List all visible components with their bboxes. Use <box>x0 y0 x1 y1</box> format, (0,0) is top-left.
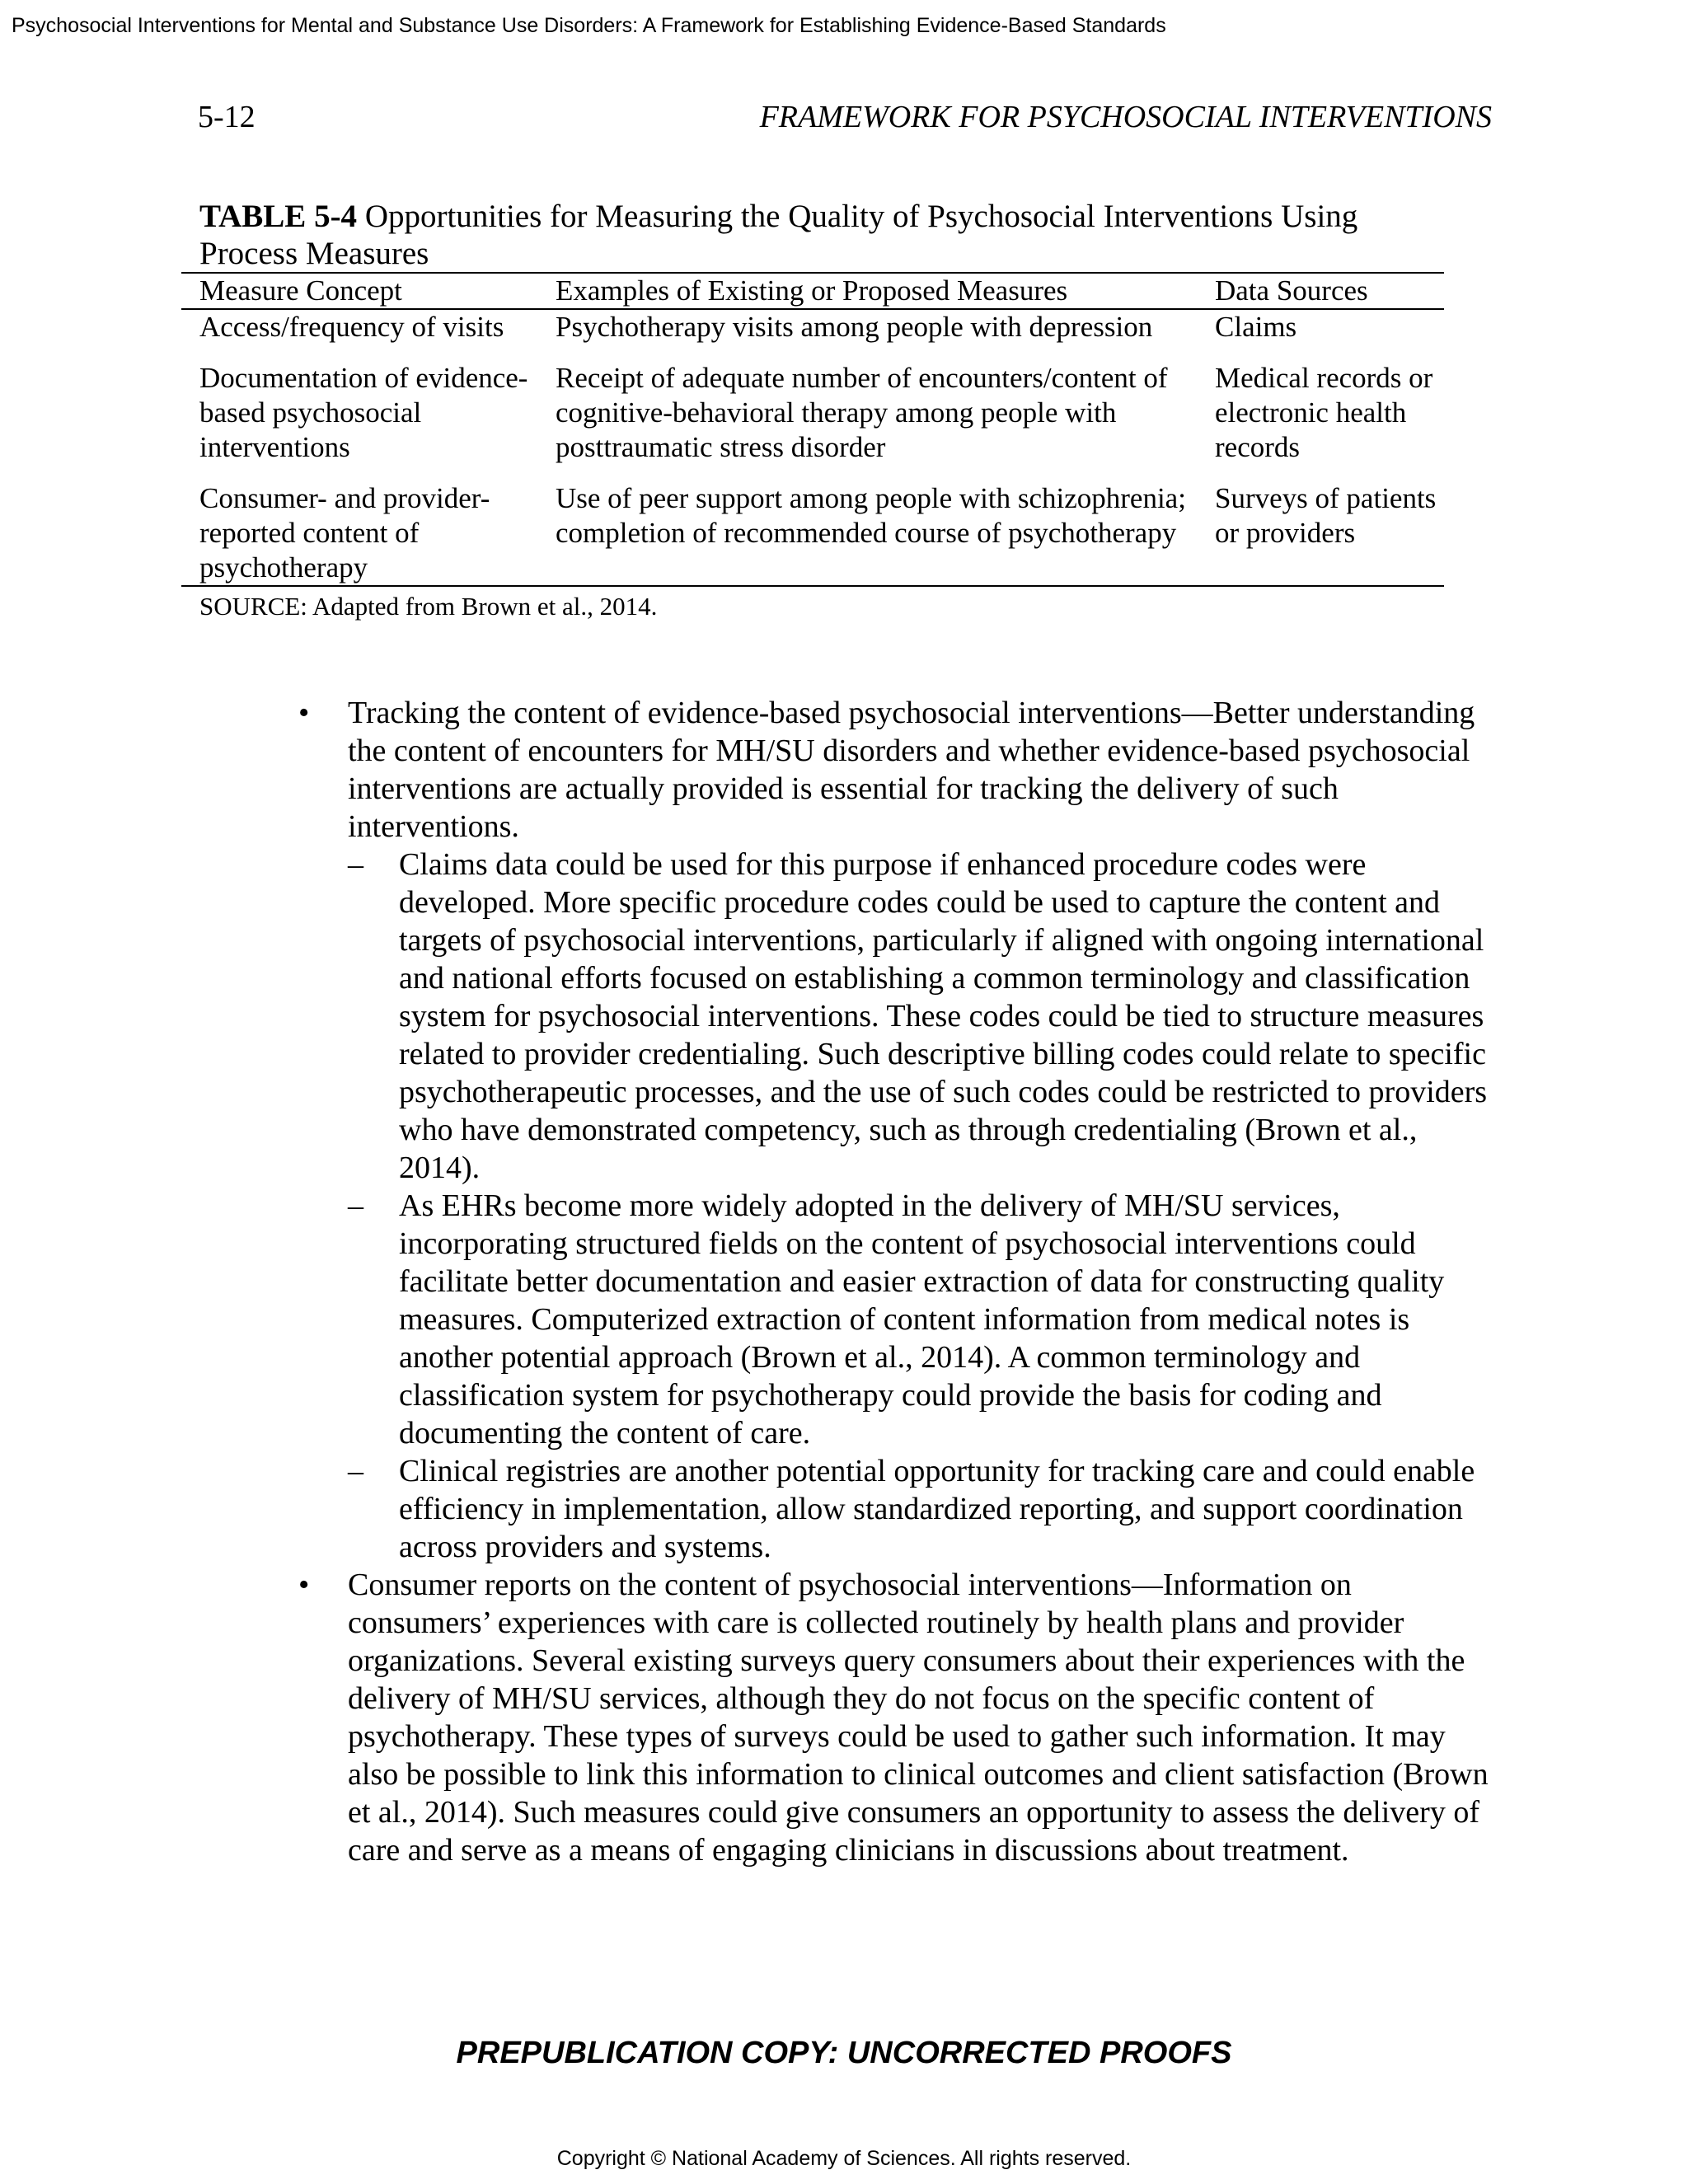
table-row <box>181 309 1444 361</box>
dash-symbol: – <box>348 1454 363 1488</box>
bullet-text: Consumer reports on the content of psychosocial interventions—Information on consumers’ experiences with care is collected routinely by health plans and provider organizations. Several existing surveys query consumers about their experiences with the delivery of MH/SU services, although they do not focus on the specific content of psychotherapy. These types of surveys could be used to gather such information. It may also be possible to link this information to clinical outcomes and client satisfaction (Brown et al., 2014). Such measures could give consumers an opportunity to assess the delivery of care and serve as a means of engaging clinicians in discussions about treatment. <box>348 1568 1489 1868</box>
bullet-text: Tracking the content of evidence-based psychosocial interventions—Better understanding the content of encounters for MH/SU disorders and whether evidence-based psychosocial interventions are actually provided is essential for tracking the delivery of such interventions. <box>348 696 1475 844</box>
prepublication-notice: PREPUBLICATION COPY: UNCORRECTED PROOFS <box>456 2036 1232 2070</box>
cell-sources: Surveys of patients or providers <box>1197 481 1444 586</box>
header-measure-concept: Measure Concept <box>181 273 537 309</box>
sub-bullet-text: Claims data could be used for this purpose if enhanced procedure codes were developed. More specific procedure codes could be used to capture the content and targets of psychosocial interventions, particularly if aligned with ongoing international and national efforts focused on establishing a common terminology and classification system for psychosocial interventions. These codes could be tied to structure measures related to provider credentialing. Such descriptive billing codes could relate to specific psychotherapeutic processes, and the use of such codes could be restricted to providers who have demonstrated competency, such as through credentialing (Brown et al., 2014). <box>399 847 1488 1185</box>
sub-bullet-item <box>348 846 1500 1187</box>
dash-symbol: – <box>348 847 363 882</box>
cell-sources: Claims <box>1215 311 1297 343</box>
bullet-item <box>288 1566 1500 1869</box>
cell-concept: Consumer- and provider-reported content of psychotherapy <box>181 481 537 586</box>
cell-examples: Use of peer support among people with schizophrenia; completion of recommended course of psychotherapy <box>537 481 1197 586</box>
copyright-notice: Copyright © National Academy of Sciences. All rights reserved. <box>556 2147 1132 2170</box>
bullet-list <box>288 694 1500 1869</box>
cell-concept: Documentation of evidence-based psychosocial interventions <box>199 362 528 463</box>
sub-bullet-item <box>348 1187 1500 1452</box>
header-data-sources: Data Sources <box>1197 273 1444 309</box>
bullet-item <box>288 694 1500 1566</box>
cell-concept: Access/frequency of visits <box>199 311 504 343</box>
table-caption-text: Opportunities for Measuring the Quality of Psychosocial Interventions Using Process Measures <box>199 199 1358 271</box>
document-banner: Psychosocial Interventions for Mental and Substance Use Disorders: A Framework for Establishing Evidence-Based Standards <box>12 14 1166 37</box>
sub-bullet-text: As EHRs become more widely adopted in the delivery of MH/SU services, incorporating structured fields on the content of psychosocial interventions could facilitate better documentation and easier extraction of data for constructing quality measures. Computerized extraction of content information from medical notes is another potential approach (Brown et al., 2014). A common terminology and classification system for psychotherapy could provide the basis for coding and documenting the content of care. <box>399 1188 1445 1451</box>
running-title: FRAMEWORK FOR PSYCHOSOCIAL INTERVENTIONS <box>759 100 1492 134</box>
sub-bullet-list <box>348 846 1500 1566</box>
table-row <box>181 481 1444 586</box>
cell-examples: Psychotherapy visits among people with depression <box>556 311 1153 343</box>
bullet-symbol: • <box>298 696 310 730</box>
table-caption <box>199 198 1452 272</box>
header-examples: Examples of Existing or Proposed Measures <box>537 273 1197 309</box>
sub-bullet-item <box>348 1452 1500 1566</box>
bullet-symbol: • <box>298 1568 310 1602</box>
table-row <box>181 361 1444 481</box>
sub-bullet-text: Clinical registries are another potential opportunity for tracking care and could enable efficiency in implementation, allow standardized reporting, and support coordination across providers and systems. <box>399 1454 1475 1564</box>
page-number: 5-12 <box>198 100 256 134</box>
table-label: TABLE 5-4 <box>199 199 358 234</box>
process-measures-table <box>181 272 1444 587</box>
running-head <box>198 96 1492 138</box>
cell-examples: Receipt of adequate number of encounters/content of cognitive-behavioral therapy among people with posttraumatic stress disorder <box>556 362 1168 463</box>
table-header-row <box>181 273 1444 309</box>
dash-symbol: – <box>348 1188 363 1223</box>
table-source-note: SOURCE: Adapted from Brown et al., 2014. <box>199 592 658 621</box>
cell-sources: Medical records or electronic health records <box>1215 362 1433 463</box>
